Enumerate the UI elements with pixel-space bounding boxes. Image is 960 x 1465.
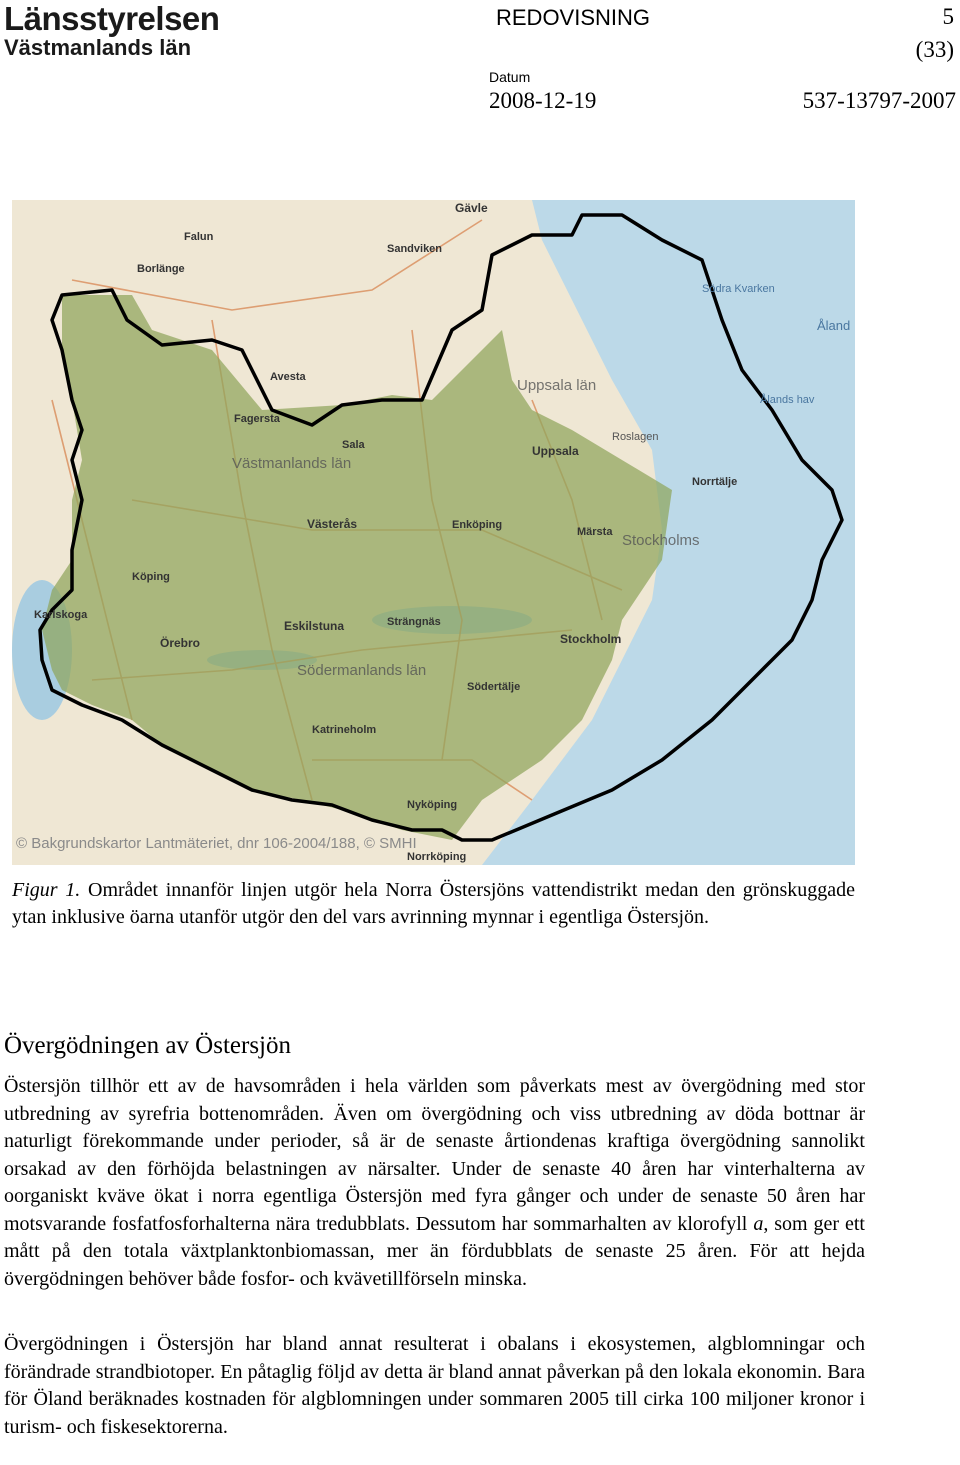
figure-caption-text: Området innanför linjen utgör hela Norra Östersjöns vattendistrikt medan den grönskuggade ytan inklusive öarna utanför utgör den del vars avrinning mynnar i egentliga Östersjön. (12, 879, 855, 928)
map-label-stockholm: Stockholm (560, 632, 622, 646)
map-label-strangnas: Strängnäs (387, 616, 441, 628)
figure-caption (12, 877, 855, 931)
map-label-norrtalje: Norrtälje (692, 476, 738, 488)
map-label-stockholms: Stockholms (622, 532, 700, 549)
figure-label: Figur 1. (12, 879, 81, 901)
map-label-kvarken: Södra Kvarken (702, 283, 775, 295)
logo-line-2: Västmanlands län (4, 35, 192, 60)
map-label-uppsala: Uppsala (532, 444, 579, 458)
paragraph-1-part-a: Östersjön tillhör ett av de havsområden i hela världen som påverkats mest av övergödning med stor utbredning av syrefria bottenområden. Även om övergödning och viss utbredning av döda bottnar är naturligt förekommande under perioder, så är de senaste årtiondenas kraftiga övergödning sannolikt orsakad av den förhöjda belastningen av närsalter. Under de senaste 40 åren har vinterhalterna av oorganiskt kväve ökat i norra egentliga Östersjön med fyra gånger och under de senaste 50 åren har motsvarande fosfatfosforhalterna nära tredubblats. Dessutom har sommarhalten av klorofyll (4, 1075, 865, 1235)
map-copyright: © Bakgrundskartor Lantmäteriet, dnr 106-2004/188, © SMHI (16, 835, 417, 852)
map-label-karlskoga: Karlskoga (34, 609, 88, 621)
paragraph-1 (4, 1073, 865, 1293)
paragraph-1-italic: a (753, 1212, 764, 1235)
map-label-enkoping: Enköping (452, 519, 503, 531)
map-label-alands-hav: Ålands hav (760, 394, 815, 406)
map-label-gavle: Gävle (455, 201, 488, 215)
map-label-falun: Falun (184, 231, 214, 243)
map-label-sala: Sala (342, 439, 365, 451)
map-label-katrineholm: Katrineholm (312, 724, 377, 736)
map-label-uppsala-lan: Uppsala län (517, 377, 597, 394)
map-label-roslagen: Roslagen (612, 431, 659, 443)
paragraph-1-part-b: , som ger ett mått på den totala växtplanktonbiomassan, mer än fördubblats de senaste 25 åren. För att hejda övergödningen behöver både fosfor- och kvävetillförseln minska. (4, 1212, 865, 1290)
document-number: 537-13797-2007 (802, 88, 956, 113)
map-label-sodertalje: Södertälje (467, 681, 521, 693)
map-label-norrkoping: Norrköping (407, 851, 467, 863)
agency-logo (4, 2, 219, 60)
document-date: 2008-12-19 (489, 88, 597, 113)
date-label: Datum (489, 69, 531, 85)
document-type: REDOVISNING (496, 5, 651, 30)
district-map (12, 200, 855, 865)
paragraph-2: Övergödningen i Östersjön har bland annat resulterat i obalans i ekosystemen, algblomningar och förändrade strandbiotoper. En påtaglig följd av detta är bland annat påverkan på den lokala ekonomin. Bara för Öland beräknades kostnaden för algblomningen under sommaren 2005 till cirka 100 miljoner kronor i turism- och fiskesektorerna. (4, 1333, 865, 1438)
map-label-vasteras: Västerås (307, 517, 358, 531)
map-label-sodermanlands-lan: Södermanlands län (297, 662, 427, 679)
map-label-aland: Åland (817, 318, 851, 333)
map-label-nykoping: Nyköping (407, 799, 458, 811)
logo-line-1: Länsstyrelsen (4, 0, 220, 37)
map-label-eskilstuna: Eskilstuna (284, 619, 345, 633)
map-label-avesta: Avesta (270, 371, 306, 383)
page-total: (33) (915, 37, 954, 62)
map-label-borlange: Borlänge (137, 263, 185, 275)
map-label-marsta: Märsta (577, 526, 613, 538)
map-label-sandviken: Sandviken (387, 243, 443, 255)
section-heading: Övergödningen av Östersjön (4, 1032, 291, 1059)
map-label-fagersta: Fagersta (234, 413, 280, 425)
map-label-orebro: Örebro (160, 636, 201, 650)
map-label-koping: Köping (132, 571, 170, 583)
map-label-vastmanlands-lan: Västmanlands län (232, 455, 352, 472)
page-number: 5 (942, 4, 954, 29)
